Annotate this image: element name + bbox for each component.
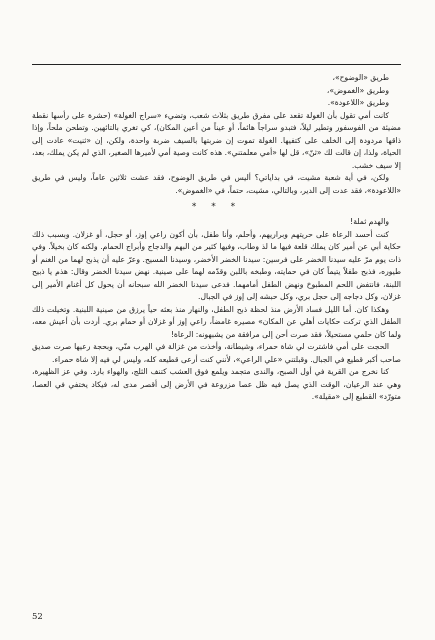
page-number: 52 <box>32 612 43 622</box>
paragraph-red-sheep: الحجت على أمي فاشترت لي شاة حمراء، وشيطانة، وأخذت من غزالة في الهرب منّي، وبحجة رعيها صرت صديق صاحب أكبر قطيع في الجبال. وقبلتني «علي الراعي»، لأنني كنت أرعى قطيعه كله، وليس لي فيه إلا شاة حمراء. <box>32 342 401 364</box>
page-body <box>32 72 401 404</box>
section-separator: * * * <box>191 202 242 212</box>
paragraph-ghoul: كانت أمي تقول بأن الغولة تقعد على مفرق طريق بثلاث شعب، وتضيء «سراج الغولة» (حشرة على رأسها نقطة مضيئة من الفوسفور وتطير ليلاً، فتبدو سراجاً هائماً، أو عيناً من أعين المكان)، كي تغري بالتائهين. وتطحن ملحاً، وإذا ذاقها مردودة إلى الخلف على كتفيها. الغولة تموت إن ضربتها بالسيف ضربة واحدة، ولكن، إن «ثنيت» عادت إلى الحياة، ولذا، إن قالت لك «ثنّ»، قل لها «أمي معلمتني». هذه كانت وصية أمي لأميرها الصغير، الذي لم يكن يملك، بعد، إلا سيف خشب. <box>32 110 401 170</box>
list-item-clarity: طريق «الوضوح»، <box>332 73 389 82</box>
paragraph-child-fate: وهكذا كان. أما الليل فساد الأرض منذ لحظة ذبح الطفل، والنهار منذ بعثه حياً يرزق من صينية اللبنية. وتخيلت ذلك الطفل الذي تركت حكايات أهلي عن المكان» مصيره غامضاً، راعي إوز أو غزلان أو حمام بري. أردت بأن أعيش معه، ولما كان حلمي مستحيلاً، فقد صرت أحن إلى مرافقة من يشبهونه: الرعاة! <box>32 304 401 339</box>
paragraph-heading-line: والهدم ثملة! <box>350 217 389 226</box>
paragraph-morning: كنا نخرج من القرية في أول الصبح، والندى متجمد ويلمع فوق العشب كتنف الثلج، والهواء بارد. وفي عز الظهيرة، وهي عند الرعيان، الوقت الذي يصل فيه ظل عصا مزروعة في الأرض إلى أقصر مدى له، فيكاد يختفي في العصا، متورّد» القطيع إلى «مقيلة». <box>32 367 401 401</box>
paragraph-shepherds-story: كنت أحسد الرعاة على حريتهم وبراريهم، وأحلم، وأنا طفل، بأن أكون راعي إوز، أو حجل، أو غزلان. وبسبب ذلك حكاية أبي عن أمير كان يملك قلعة فيها ما لذ وطاب، وفيها كثير من البهم والدجاج وأبراج الحمام. ولكنه كان بخيلاً. وفي ذات يوم مرّ عليه سيدنا الخضر على فرسين: سيدنا الخضر الأخضر، وسيدنا المسيح. وعرّ عليه أن يذبح لهما من الغنم أو طيوره، فذبح طفلاً يتيماً كان في حمايته، وطبخه باللبن وقدّمه لهما على صينية. نهض سيدنا الخضر وقال: هذم يا ذبيح اللبنة، فانتفض اللحم المطبوخ ونهض الطفل أمامهما. فدعى سيدنا الخضر الله سبحانه أن يحول كل أغنام الأمير إلى غزلان، وكل دجاجه إلى حجل بري، وكل حبشه إلى إوز في الجبال. <box>32 229 401 301</box>
header-rule <box>32 64 401 65</box>
paragraph-paths: ولكن، في أية شعبة مشيت، في بداياتي؟ أليس في طريق الوضوح، فقد عشت ثلاثين عاماً، وليس في طريق «اللاعودة»، فقد عدت إلى الدير، وبالتالي، مشيت، حتماً، في «الغموض». <box>32 173 401 195</box>
list-item-ambiguity: وطريق «الغموض»، <box>326 85 389 95</box>
list-item-no-return: وطريق «اللاعودة». <box>327 98 389 107</box>
